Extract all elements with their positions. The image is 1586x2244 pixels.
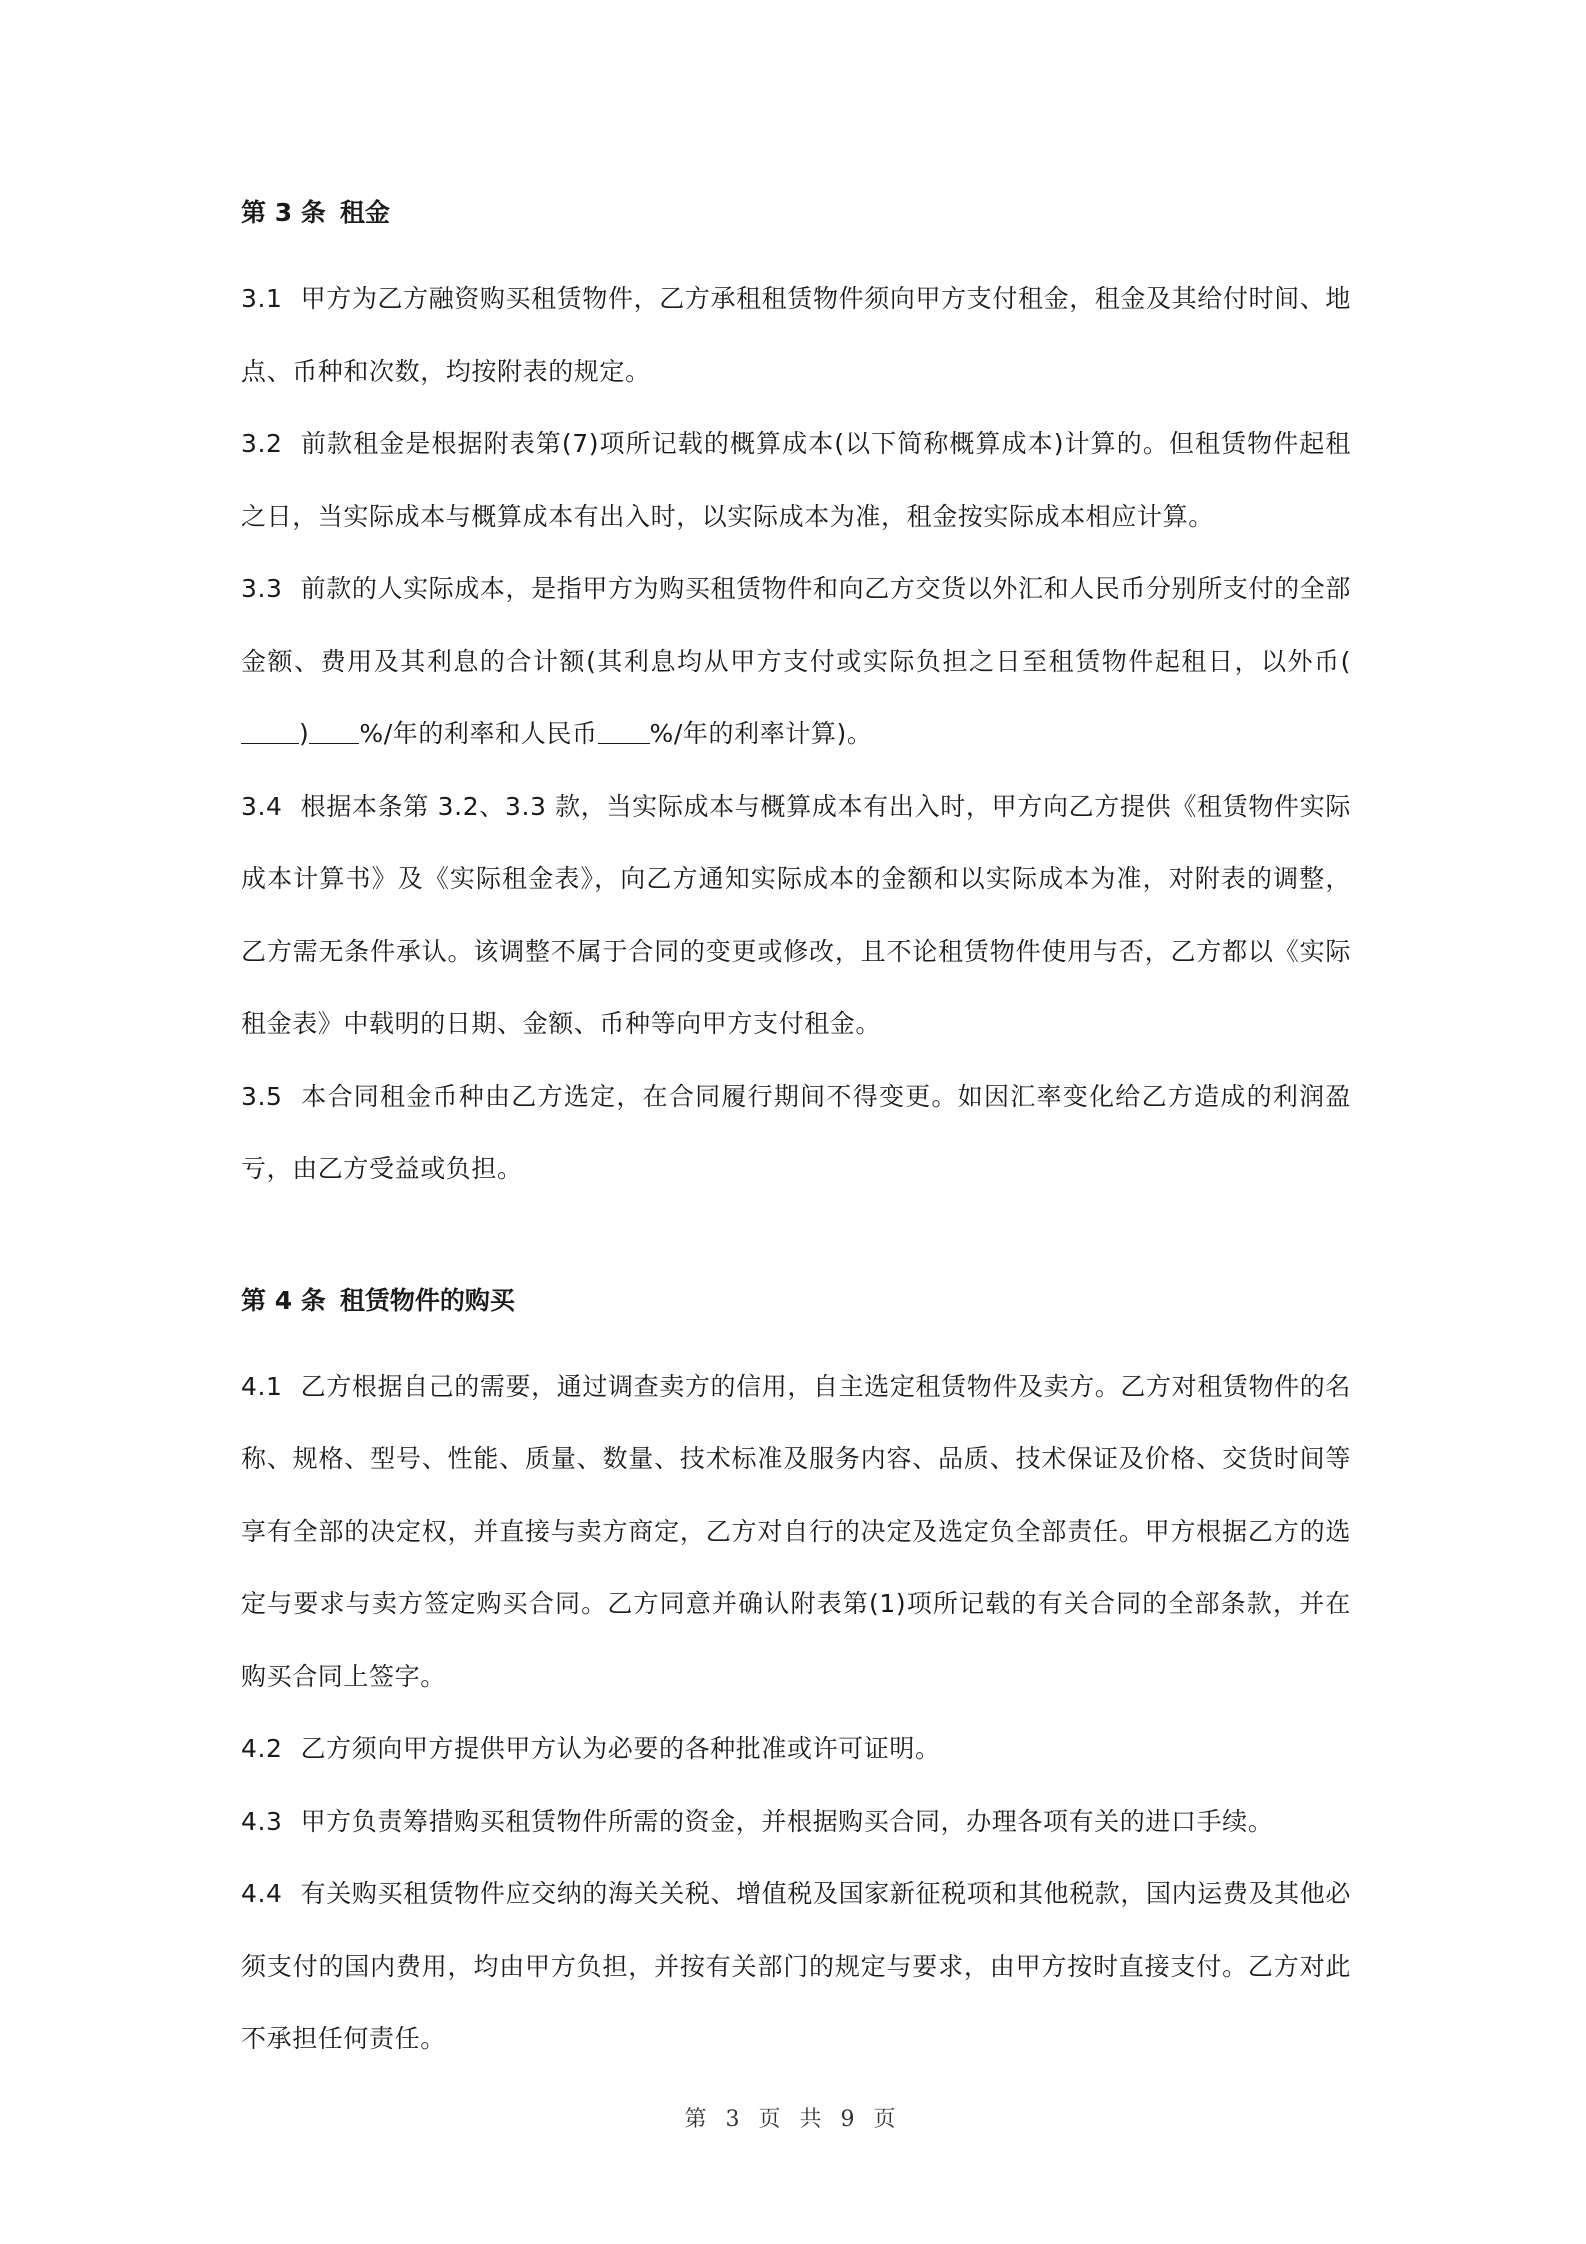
article-4-title: 租赁物件的购买 <box>339 1285 515 1315</box>
clause-text: 乙方须向甲方提供甲方认为必要的各种批准或许可证明。 <box>300 1734 941 1763</box>
clause-text: 本合同租金币种由乙方选定，在合同履行期间不得变更。如因汇率变化给乙方造成的利润盈亏，由乙方受益或负担。 <box>241 1081 1351 1183</box>
page-indicator: 第 3 页 共 9 页 <box>684 2107 902 2132</box>
clause-text: 甲方负责筹措购买租赁物件所需的资金，并根据购买合同，办理各项有关的进口手续。 <box>300 1806 1274 1836</box>
clause-3-5 <box>241 1061 1351 1206</box>
clause-3-1 <box>241 263 1351 408</box>
clause-number: 4.4 <box>241 1879 283 1908</box>
clause-text: 前款租金是根据附表第(7)项所记载的概算成本(以下简称概算成本)计算的。但租赁物件起租之日，当实际成本与概算成本有出入时，以实际成本为准，租金按实际成本相应计算。 <box>241 429 1351 531</box>
clause-4-1 <box>241 1351 1351 1714</box>
clause-number: 4.1 <box>241 1371 283 1401</box>
foreign-rate-blank <box>309 719 359 744</box>
clause-3-3 <box>241 553 1351 771</box>
clause-text-paren: ) <box>299 719 310 748</box>
clause-text: 根据本条第 3.2、3.3 款，当实际成本与概算成本有出入时，甲方向乙方提供《租赁物件实际成本计算书》及《实际租金表》，向乙方通知实际成本的金额和以实际成本为准，对附表的调整，乙方需无条件承认。该调整不属于合同的变更或修改，且不论租赁物件使用与否，乙方都以《实际租金表》中载明的日期、金额、币种等向甲方支付租金。 <box>241 791 1351 1038</box>
article-4-heading <box>241 1278 1351 1323</box>
clause-number: 3.4 <box>241 791 283 821</box>
clause-text: 前款的人实际成本，是指甲方为购买租赁物件和向乙方交货以外汇和人民币分别所支付的全部金额、费用及其利息的合计额(其利息均从甲方支付或实际负担之日至租赁物件起租日，以外币( <box>241 574 1351 676</box>
clause-text: %/年的利率和人民币 <box>359 719 598 748</box>
clause-number: 3.3 <box>241 574 283 603</box>
article-3-title: 租金 <box>339 198 390 227</box>
clause-3-4 <box>241 771 1351 1061</box>
document-body <box>241 190 1351 2076</box>
article-spacer <box>241 1206 1351 1278</box>
rmb-rate-blank <box>598 719 650 744</box>
clause-text: 有关购买租赁物件应交纳的海关关税、增值税及国家新征税项和其他税款，国内运费及其他必须支付的国内费用，均由甲方负担，并按有关部门的规定与要求，由甲方按时直接支付。乙方对此不承担任何责任。 <box>241 1879 1351 2053</box>
clause-4-3 <box>241 1786 1351 1859</box>
clause-3-2 <box>241 408 1351 553</box>
clause-text: 乙方根据自己的需要，通过调查卖方的信用，自主选定租赁物件及卖方。乙方对租赁物件的名称、规格、型号、性能、质量、数量、技术标准及服务内容、品质、技术保证及价格、交货时间等享有全部的决定权，并直接与卖方商定，乙方对自行的决定及选定负全部责任。甲方根据乙方的选定与要求与卖方签定购买合同。乙方同意并确认附表第(1)项所记载的有关合同的全部条款，并在购买合同上签字。 <box>241 1371 1351 1691</box>
clause-number: 4.2 <box>241 1734 283 1763</box>
clause-number: 3.5 <box>241 1081 283 1111</box>
clause-4-4 <box>241 1858 1351 2076</box>
clause-4-2 <box>241 1713 1351 1786</box>
clause-number: 3.2 <box>241 429 283 458</box>
article-4-number: 第 4 条 <box>241 1285 326 1315</box>
article-3-number: 第 3 条 <box>241 198 326 227</box>
clause-number: 3.1 <box>241 284 283 313</box>
clause-text: 甲方为乙方融资购买租赁物件，乙方承租租赁物件须向甲方支付租金，租金及其给付时间、地点、币种和次数，均按附表的规定。 <box>241 284 1351 386</box>
clause-number: 4.3 <box>241 1806 283 1836</box>
currency-blank <box>241 719 299 744</box>
article-3-heading <box>241 190 1351 235</box>
clause-text: %/年的利率计算)。 <box>649 719 873 748</box>
